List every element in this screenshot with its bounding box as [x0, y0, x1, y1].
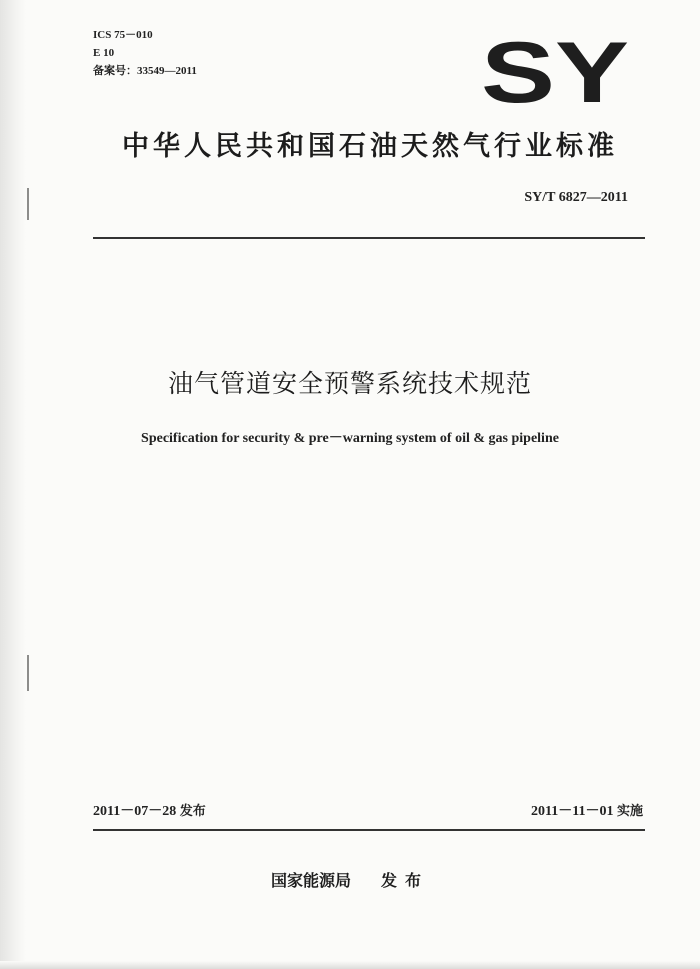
footer-divider: [93, 829, 645, 831]
scan-mark-upper: [27, 188, 29, 220]
implementation-date: 2011－11－01: [531, 804, 614, 819]
issuing-authority-line: [0, 868, 700, 891]
document-title-english: Specification for security & pre－warning system of oil & gas pipeline: [141, 431, 559, 446]
classification-block: [93, 26, 197, 80]
national-standard-title: 中华人民共和国石油天然气行业标准: [122, 131, 618, 162]
scan-shadow-bottom: [0, 961, 700, 969]
issue-date-line: [93, 800, 206, 820]
scan-mark-lower: [27, 655, 29, 691]
implementation-label: 实施: [616, 804, 643, 819]
classification-code: E 10: [93, 47, 115, 59]
publish-label: 发布: [381, 871, 430, 890]
sy-logo: [480, 30, 630, 118]
scan-shadow-left: [0, 0, 26, 969]
standard-number: SY/T 6827—2011: [524, 190, 628, 205]
implementation-date-line: [531, 800, 643, 820]
ics-code: ICS 75－010: [93, 29, 153, 41]
logo-text: SY: [481, 30, 629, 118]
issue-date: 2011－07－28: [93, 804, 177, 819]
header-divider: [93, 237, 645, 239]
filing-number: 备案号：33549—2011: [93, 65, 197, 77]
document-title-chinese: 油气管道安全预警系统技术规范: [167, 369, 532, 398]
issuing-authority: 国家能源局: [270, 871, 351, 890]
issue-label: 发布: [179, 804, 206, 819]
